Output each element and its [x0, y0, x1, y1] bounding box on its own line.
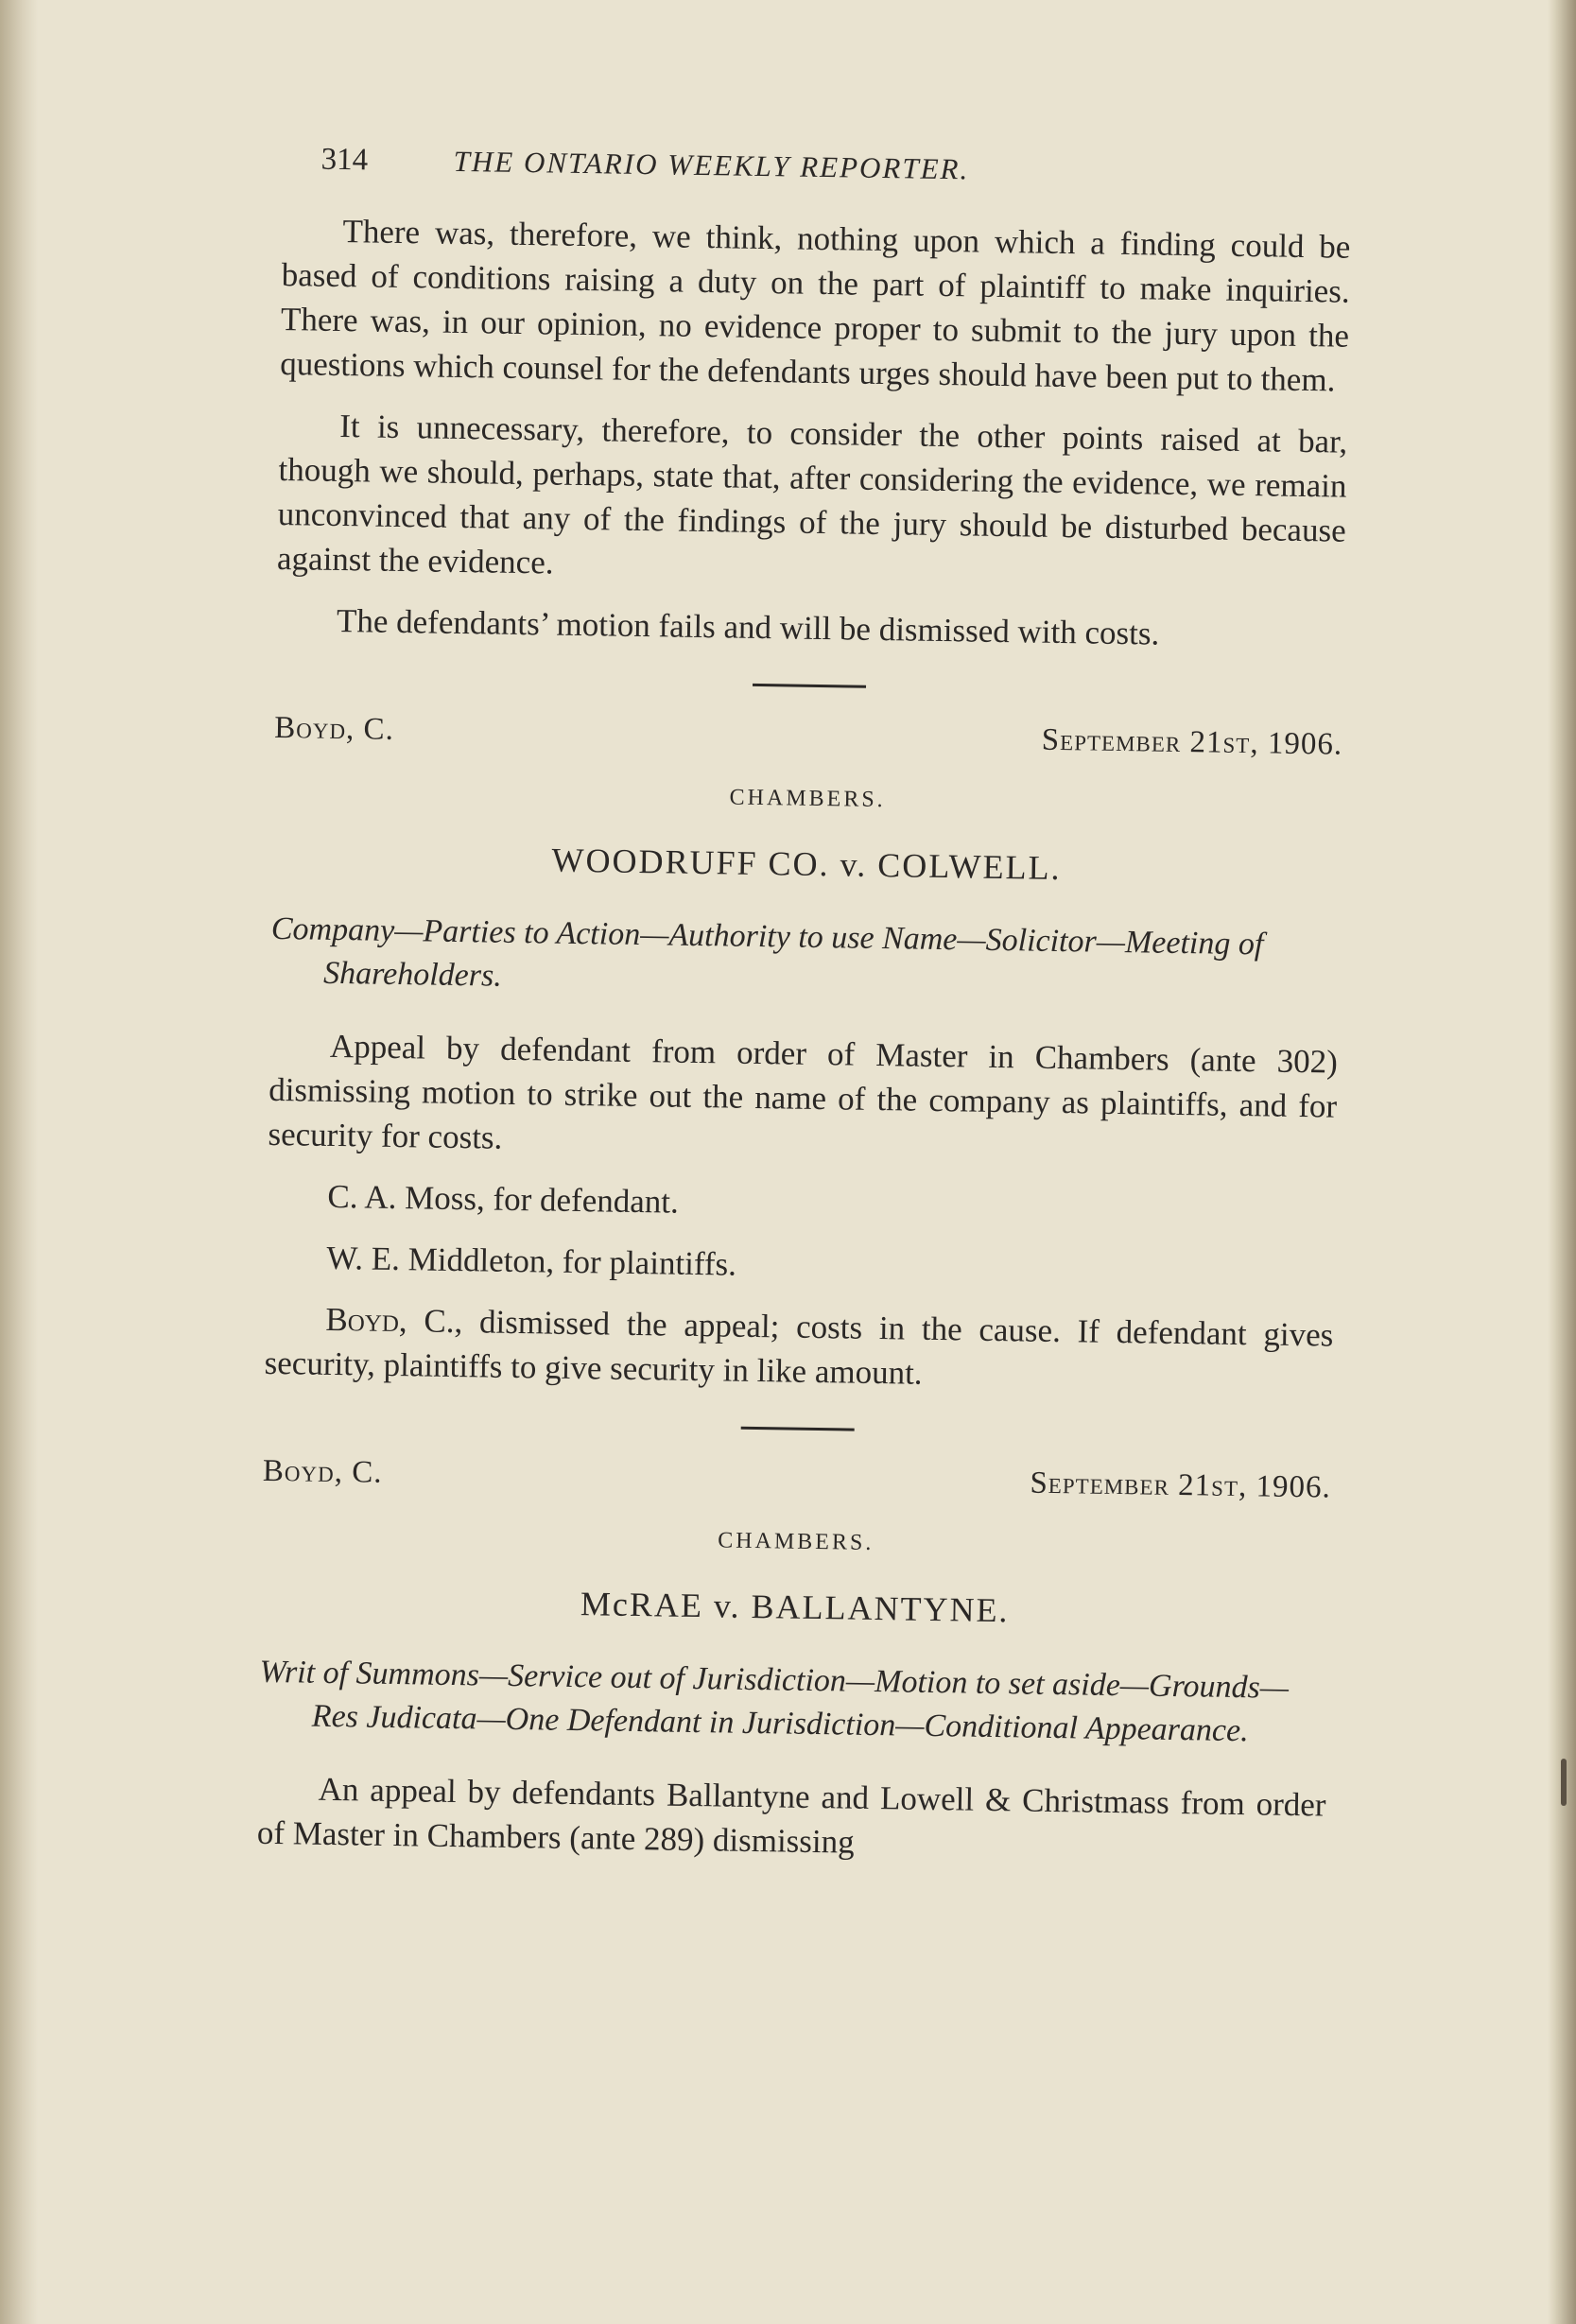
section-divider: [753, 684, 866, 688]
case1-decision-judge: Boyd, C.: [325, 1300, 455, 1340]
case1-dateline: [274, 711, 1342, 763]
case1-decision-text: , dismissed the appeal; costs in the cause. If defendant gives security, plaintiffs to give security in like amount.: [264, 1302, 1334, 1392]
continuation-paragraph-3: The defendants’ motion fails and will be dismissed with costs.: [336, 601, 1160, 652]
page-edge-right: [1548, 0, 1576, 2324]
case2-headnote: Writ of Summons—Service out of Jurisdiction—Motion to set aside—Grounds—Res Judicata—One Defendant in Jurisdiction—Conditional Appearance.: [259, 1654, 1290, 1749]
case2-date: September 21st, 1906.: [1030, 1466, 1332, 1505]
case1-judge: Boyd, C.: [273, 710, 395, 747]
case1-decision: [264, 1296, 1333, 1402]
case1-date: September 21st, 1906.: [1041, 722, 1343, 762]
case1-counsel-defendant: C. A. Moss, for defendant.: [327, 1177, 680, 1221]
journal-title: THE ONTARIO WEEKLY REPORTER.: [453, 144, 970, 186]
page-sheet: [256, 142, 1352, 1889]
page-number: 314: [320, 142, 369, 178]
case2-title: McRAE v. BALLANTYNE.: [580, 1585, 1010, 1630]
case1-summary: Appeal by defendant from order of Master in Chambers (ante 302) dismissing motion to strike out the name of the company as plaintiffs, and for security for costs.: [268, 1027, 1339, 1156]
case1-counsel-plaintiffs: W. E. Middleton, for plaintiffs.: [326, 1239, 737, 1283]
case1-title: WOODRUFF CO. v. COLWELL.: [551, 841, 1062, 888]
case2-dateline: [263, 1454, 1331, 1506]
case1-headnote: Company—Parties to Action—Authority to use Name—Solicitor—Meeting of Shareholders.: [270, 911, 1264, 994]
running-head: [283, 142, 1352, 206]
continuation-paragraph-2: It is unnecessary, therefore, to consider the other points raised at bar, though we should, perhaps, state that, after considering the evidence, we remain unconvinced that any of the findings of the jury should be disturbed because against the evidence.: [276, 407, 1348, 581]
continuation-paragraph-1: There was, therefore, we think, nothing upon which a finding could be based of conditions raising a duty on the part of plaintiff to make inquiries. There was, in our opinion, no evidence proper to submit to the jury upon the questions which counsel for the defendants urges should have been put to them.: [280, 212, 1351, 399]
section-divider: [741, 1427, 855, 1431]
edge-mark: [1561, 1759, 1567, 1806]
case2-summary: An appeal by defendants Ballantyne and Lowell & Christmass from order of Master in Chambers (ante 289) dismissing: [256, 1770, 1326, 1861]
case2-court: CHAMBERS.: [718, 1528, 875, 1555]
case2-judge: Boyd, C.: [262, 1453, 383, 1490]
page-edge-left: [0, 0, 38, 2324]
case1-court: CHAMBERS.: [729, 785, 886, 813]
